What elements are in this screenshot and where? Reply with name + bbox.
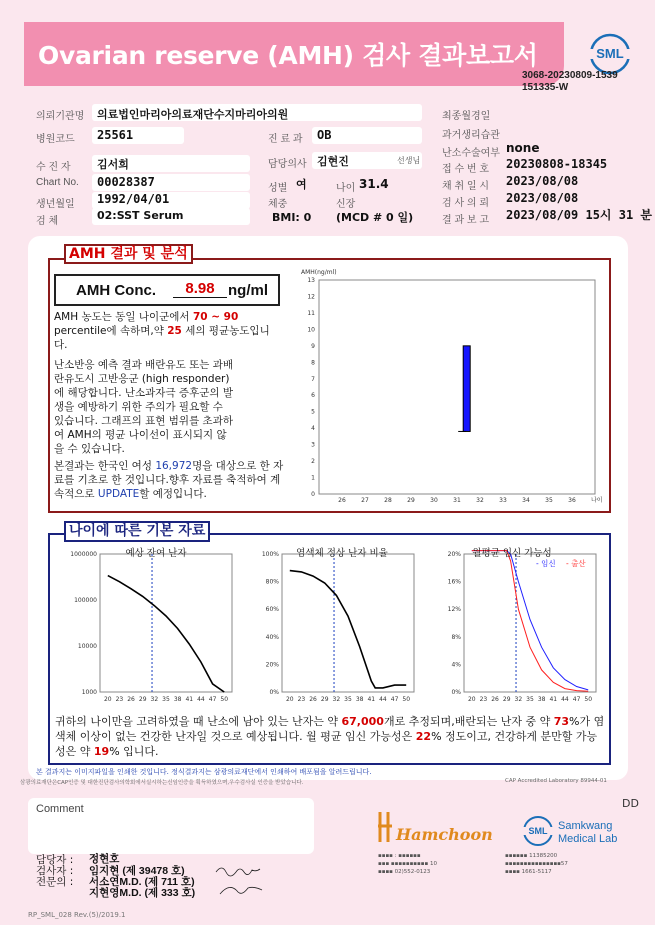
bmi-value: BMI: 0: [272, 211, 312, 224]
x-tick-label: 31: [453, 497, 461, 504]
specimen-label: 검 체: [36, 216, 59, 227]
x-tick-label: 35: [162, 696, 170, 703]
collected-label: 채 취 일 시: [442, 181, 489, 192]
x-axis-label: 나이: [591, 497, 603, 504]
amh-section-title: AMH 결과 및 분석: [64, 244, 193, 264]
hamchoon-address: ▪▪▪▪ : ▪▪▪▪▪▪ ▪▪▪ ▪▪▪▪▪▪▪▪▪▪ 10 ▪▪▪▪ 02)552-0123: [378, 853, 437, 875]
data-basis-c: 할 예정입니다.: [139, 488, 207, 500]
form-code: RP_SML_028 Rev.(5)/2019.1: [28, 911, 126, 919]
summary-b: 개로 추정되며,배란되는 난자 중 약: [383, 715, 551, 728]
y-tick-label: 6: [311, 392, 315, 400]
y-tick-label: 7: [311, 375, 315, 383]
amh-conc-unit: ng/ml: [228, 282, 268, 299]
y-tick-label: 16%: [447, 578, 461, 586]
institution-value: 의료법인마리아의료재단수지마리아의원: [97, 108, 289, 121]
percentile-text-a: AMH 농도는 동일 나이군에서: [54, 311, 190, 323]
x-tick-label: 38: [537, 696, 546, 703]
hospital-code-value: 25561: [97, 128, 134, 142]
x-tick-label: 36: [568, 497, 576, 504]
x-tick-label: 41: [549, 696, 558, 703]
sex-label: 성별: [268, 183, 288, 194]
y-tick-label: 12%: [447, 606, 461, 614]
sample-count: 16,972: [155, 460, 193, 472]
staff-role-2: 검사자 :: [36, 865, 74, 877]
x-tick-label: 32: [476, 497, 484, 504]
amh-conc-label: AMH Conc.: [76, 282, 156, 299]
y-tick-label: 4%: [451, 661, 461, 669]
dob-label: 생년월일: [36, 199, 75, 210]
y-tick-label: 2: [311, 458, 315, 466]
y-tick-label: 80%: [265, 578, 279, 586]
y-tick-label: 9: [311, 342, 315, 350]
x-tick-label: 20: [467, 696, 476, 703]
department-value: OB: [317, 128, 332, 142]
amh-range-bar: [463, 346, 470, 432]
percentile-low: 70: [192, 311, 208, 323]
y-tick-label: 4: [311, 425, 315, 433]
chart-label: Chart No.: [36, 177, 79, 188]
x-tick-label: 41: [367, 696, 376, 703]
department-label: 진 료 과: [268, 134, 303, 145]
y-tick-label: 8: [311, 359, 315, 367]
x-tick-label: 32: [150, 696, 159, 703]
x-tick-label: 23: [297, 696, 306, 703]
certification-note: 삼광의료재단은CAP인증 및 대한진단검사의학회에서실시하는신임인증을 획득하였으며,우수검사실 인증을 받았습니다.: [20, 780, 304, 786]
staff-name-2: 임지현 (제 39478 호): [89, 865, 185, 877]
percentile-text-c: 세의: [185, 325, 206, 337]
age-section-title: 나이에 따른 기본 자료: [64, 521, 210, 542]
reported-value: 2023/08/09 15시 31 분: [506, 208, 653, 222]
x-tick-label: 44: [197, 696, 205, 703]
tested-value: 2023/08/08: [506, 191, 579, 205]
y-tick-label: 1000000: [70, 551, 97, 558]
x-tick-label: 26: [127, 696, 135, 703]
update-word: UPDATE: [97, 488, 140, 500]
y-tick-label: 0: [311, 491, 315, 498]
y-tick-label: 40%: [265, 633, 279, 641]
receipt-label: 접 수 번 호: [442, 164, 489, 175]
hospital-code-label: 병원코드: [36, 134, 75, 145]
x-tick-label: 38: [355, 696, 364, 703]
x-tick-label: 44: [379, 696, 387, 703]
chart-title: 염색체 정상 난자 비율: [296, 548, 388, 559]
x-tick-label: 29: [138, 696, 147, 703]
y-tick-label: 100000: [74, 597, 97, 604]
y-axis-label: AMH(ng/ml): [301, 269, 337, 276]
patient-label: 수 진 자: [36, 162, 71, 173]
report-number: [522, 70, 618, 94]
y-tick-label: 10000: [77, 643, 97, 650]
x-tick-label: 20: [285, 696, 294, 703]
chart-value: 00028387: [97, 175, 155, 189]
comment-box: [28, 798, 314, 854]
surgery-label: 난소수술여부: [442, 148, 500, 159]
doctor-value: 김현진: [317, 155, 349, 168]
x-tick-label: 33: [499, 497, 507, 504]
specimen-value: 02:SST Serum: [97, 209, 184, 222]
amh-age-chart: [299, 266, 602, 504]
x-tick-label: 32: [332, 696, 341, 703]
samkwang-logo-icon: [522, 814, 642, 848]
staff-role-1: 담당자 :: [36, 854, 74, 866]
y-tick-label: 1: [311, 474, 315, 482]
patient-value: 김서희: [97, 158, 129, 171]
hamchoon-text: Hamchoon: [396, 825, 493, 844]
y-tick-label: 3: [311, 441, 315, 449]
x-tick-label: 47: [208, 696, 217, 703]
y-tick-label: 100%: [261, 551, 279, 558]
collected-value: 2023/08/08: [506, 174, 579, 188]
history-label: 과거생리습관: [442, 130, 500, 141]
x-tick-label: 34: [522, 497, 530, 504]
height-label: 신장: [336, 199, 356, 210]
percentile-text: [54, 310, 279, 352]
y-tick-label: 20%: [447, 551, 461, 558]
staff-role-3: 전문의 :: [36, 876, 74, 888]
samkwang-text-1: Samkwang: [558, 820, 613, 832]
report-title: Ovarian reserve (AMH) 검사 결과보고서: [38, 41, 538, 70]
age-value: 31.4: [359, 177, 389, 191]
cap-note: CAP Accredited Laboratory 89944-01: [505, 778, 607, 784]
x-tick-label: 50: [402, 696, 411, 703]
pregnancy-pct: 22: [415, 730, 432, 743]
response-text: 난소반응 예측 결과 배란유도 또는 과배란유도시 고반응군 (high responder)에 해당합니다. 난소과자극 증후군의 발생을 예방하기 위한 주의가 필요할 수 있습니다. 그래프의 표현 범위를 초과하여 AMH의 평균 나이선이 표시되지 않을 수 있습니다.: [54, 359, 233, 455]
remaining-eggs-value: 67,000: [341, 715, 384, 728]
hamchoon-logo-icon: [372, 806, 493, 848]
samkwang-address: ▪▪▪▪▪▪ 11385200 ▪▪▪▪▪▪▪▪▪▪▪▪▪▪▪57 ▪▪▪▪ 1661-5117: [505, 853, 568, 875]
y-tick-label: 8%: [451, 633, 461, 641]
x-tick-label: 35: [545, 497, 553, 504]
x-tick-label: 50: [220, 696, 229, 703]
x-tick-label: 29: [320, 696, 329, 703]
birth-pct: 19: [93, 745, 110, 758]
x-tick-label: 47: [572, 696, 581, 703]
x-tick-label: 44: [561, 696, 569, 703]
x-tick-label: 28: [384, 497, 392, 504]
percentile-text-b: percentile에 속하며,약: [54, 325, 164, 337]
receipt-value: 20230808-18345: [506, 157, 608, 171]
reported-label: 결 과 보 고: [442, 215, 489, 226]
institution-label: 의뢰기관명: [36, 111, 85, 122]
percentile-high: 90: [223, 311, 239, 323]
amh-conc-box: [54, 274, 280, 306]
plot-frame: [282, 554, 414, 692]
summary-e: % 입니다.: [109, 745, 159, 758]
sex-value: 여: [296, 178, 307, 191]
report-number-line2: 151335-W: [522, 82, 569, 93]
y-tick-label: 60%: [265, 606, 279, 614]
data-basis-text: [54, 459, 290, 501]
plot-frame: [464, 554, 596, 692]
legend-pregnancy: - 임신: [536, 559, 556, 568]
signature-icon: [212, 860, 270, 902]
percentile-tilde: ~: [207, 311, 224, 323]
x-tick-label: 35: [526, 696, 534, 703]
y-tick-label: 5: [311, 408, 315, 416]
equivalent-age: 25: [167, 325, 182, 337]
surgery-value: none: [506, 141, 540, 155]
mcd-value: (MCD # 0 일): [336, 211, 414, 224]
dd-mark: DD: [622, 797, 639, 810]
y-tick-label: 10: [307, 326, 315, 334]
doctor-label: 담당의사: [268, 159, 307, 170]
chart-title: 월평균 임신 가능성: [472, 548, 552, 559]
normal-egg-ratio-chart: [246, 544, 422, 709]
data-basis-b: 명을 대상으로 한 자료를 기초로 한 것입니다.향후 자료를 축적하여 계속적으로: [54, 460, 284, 500]
x-tick-label: 27: [361, 497, 369, 504]
legend-birth: - 출산: [566, 559, 586, 568]
summary-a: 귀하의 나이만을 고려하였을 때 난소에 남아 있는 난자는 약: [55, 715, 338, 728]
x-tick-label: 35: [344, 696, 352, 703]
dob-value: 1992/04/01: [97, 192, 170, 206]
summary-c: %가 염색체 이상이 없는 건강한 난자일 것으로 예상됩니다. 월 평균 임신 가능성은: [55, 715, 605, 743]
x-tick-label: 23: [479, 696, 488, 703]
normal-egg-pct: 73: [553, 715, 570, 728]
sml-logo-icon: [586, 32, 634, 74]
chart-title: 예상 잔여 난자: [125, 548, 187, 559]
x-tick-label: 30: [430, 497, 438, 504]
title-banner: [24, 22, 564, 86]
print-note: 본 결과지는 이미지파일을 인쇄한 것입니다. 정식결과지는 삼광의료재단에서 인쇄하여 배포됨을 알려드립니다.: [36, 768, 372, 776]
x-tick-label: 29: [407, 497, 415, 504]
staff-name-3: 서소연M.D. (제 711 호): [89, 876, 195, 888]
samkwang-text-2: Medical Lab: [558, 833, 618, 845]
x-tick-label: 41: [185, 696, 194, 703]
percentile-text-d: 평균농도입니다.: [54, 325, 270, 351]
tested-label: 검 사 의 뢰: [442, 198, 489, 209]
y-tick-label: 12: [307, 293, 315, 301]
y-tick-label: 20%: [265, 661, 279, 669]
summary-d: % 정도이고, 건강하게 분만할 가능성은 약: [55, 730, 598, 758]
x-tick-label: 26: [309, 696, 317, 703]
plot-frame: [100, 554, 232, 692]
remaining-eggs-chart: [64, 544, 240, 709]
x-tick-label: 23: [115, 696, 124, 703]
x-tick-label: 20: [103, 696, 112, 703]
staff-name-1: 정현호: [89, 853, 120, 865]
plot-frame: [319, 280, 595, 494]
x-tick-label: 29: [502, 696, 511, 703]
y-tick-label: 11: [307, 309, 315, 317]
x-tick-label: 32: [514, 696, 523, 703]
y-tick-label: 1000: [81, 689, 97, 696]
staff-name-4: 지현영M.D. (제 333 호): [89, 887, 196, 899]
report-number-line1: 3068-20230809-1539: [522, 70, 618, 81]
y-tick-label: 0%: [269, 689, 279, 696]
age-summary-text: [55, 714, 605, 759]
y-tick-label: 13: [307, 277, 315, 284]
amh-conc-value: 8.98: [173, 280, 227, 298]
comment-label: Comment: [36, 803, 84, 815]
sml-logo-text: SML: [596, 46, 624, 61]
last-menses-label: 최종월경일: [442, 111, 491, 122]
x-tick-label: 26: [491, 696, 499, 703]
svg-text:SML: SML: [528, 826, 548, 836]
x-tick-label: 38: [173, 696, 182, 703]
pregnancy-chance-chart: [428, 544, 604, 709]
x-tick-label: 26: [338, 497, 346, 504]
x-tick-label: 50: [584, 696, 593, 703]
doctor-suffix: 선생님: [397, 156, 421, 165]
data-basis-a: 본결과는 한국인 여성: [54, 460, 152, 472]
age-label: 나이: [336, 183, 356, 194]
x-tick-label: 47: [390, 696, 399, 703]
weight-label: 체중: [268, 199, 288, 210]
y-tick-label: 0%: [451, 689, 461, 696]
